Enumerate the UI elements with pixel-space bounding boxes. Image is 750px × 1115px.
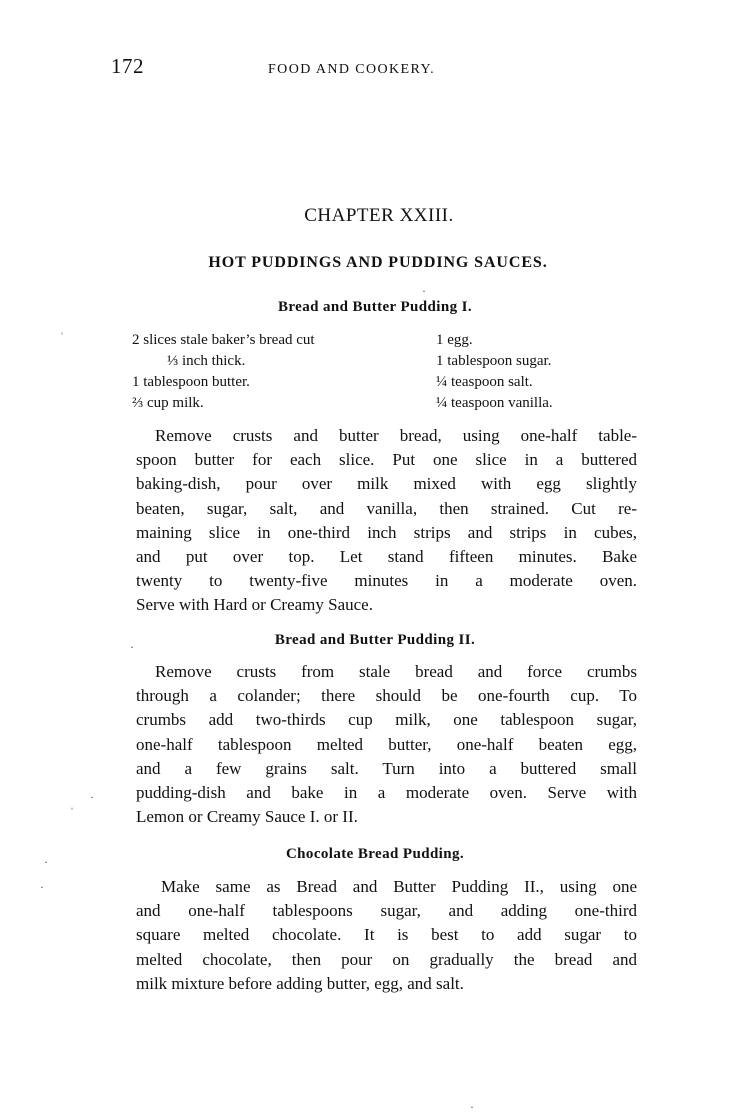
recipe-title-bread-butter-1: Bread and Butter Pudding I. xyxy=(277,299,473,315)
ingredients-right-column xyxy=(436,330,553,414)
chapter-title: CHAPTER XXIII. xyxy=(304,205,454,226)
text-line: through a colander; there should be one-fourth cup. To xyxy=(136,686,637,706)
ingredient-item: ⅓ inch thick. xyxy=(167,353,246,369)
scan-speck: · xyxy=(90,790,94,804)
ingredient-item: ¼ teaspoon vanilla. xyxy=(436,395,553,411)
ingredient-item: 2 slices stale baker’s bread cut xyxy=(132,332,315,348)
text-line: baking-dish, pour over milk mixed with egg slightly xyxy=(136,474,637,494)
text-line: one-half tablespoon melted butter, one-half beaten egg, xyxy=(136,734,637,754)
recipe-title-chocolate-bread: Chocolate Bread Pudding. xyxy=(285,846,465,862)
text-line: maining slice in one-third inch strips and strips in cubes, xyxy=(136,522,637,542)
ingredients-left-column xyxy=(132,330,315,414)
ingredient-item: ⅔ cup milk. xyxy=(132,395,204,411)
text-line: milk mixture before adding butter, egg, and salt. xyxy=(136,973,464,993)
text-line: and a few grains salt. Turn into a buttered small xyxy=(136,758,637,778)
ingredient-item: ¼ teaspoon salt. xyxy=(436,374,533,390)
scan-speck: · xyxy=(422,284,426,298)
ingredient-item: 1 tablespoon butter. xyxy=(132,374,250,390)
scan-speck: · xyxy=(40,880,44,894)
text-line: pudding-dish and bake in a moderate oven. Serve with xyxy=(136,783,637,803)
scan-speck: · xyxy=(470,1100,474,1114)
scan-speck: · xyxy=(130,640,134,654)
text-line: Lemon or Creamy Sauce I. or II. xyxy=(136,807,358,827)
text-line: Make same as Bread and Butter Pudding II., using one xyxy=(161,877,637,896)
text-line: Remove crusts from stale bread and force crumbs xyxy=(155,662,637,681)
page-number: 172 xyxy=(111,54,144,78)
text-line: twenty to twenty-five minutes in a moderate oven. xyxy=(136,571,637,591)
section-title: HOT PUDDINGS AND PUDDING SAUCES. xyxy=(208,254,548,271)
text-line: and put over top. Let stand fifteen minutes. Bake xyxy=(136,547,637,567)
scan-speck: · xyxy=(44,855,48,869)
text-line: Serve with Hard or Creamy Sauce. xyxy=(136,595,373,615)
recipe-directions-bread-butter-2 xyxy=(117,660,637,829)
ingredient-item: 1 egg. xyxy=(436,332,473,348)
text-line: Remove crusts and butter bread, using one-half table- xyxy=(155,426,637,445)
running-head: FOOD AND COOKERY. xyxy=(268,62,436,77)
text-line: crumbs add two-thirds cup milk, one tablespoon sugar, xyxy=(136,710,637,730)
text-line: beaten, sugar, salt, and vanilla, then strained. Cut re- xyxy=(136,498,637,518)
recipe-directions-bread-butter-1 xyxy=(117,424,637,618)
scan-speck: ˈ xyxy=(60,330,64,344)
text-line: square melted chocolate. It is best to add sugar to xyxy=(136,925,637,945)
text-line: and one-half tablespoons sugar, and adding one-third xyxy=(136,901,637,921)
recipe-directions-chocolate-bread xyxy=(117,875,637,996)
ingredient-item: 1 tablespoon sugar. xyxy=(436,353,552,369)
text-line: melted chocolate, then pour on gradually the bread and xyxy=(136,949,637,969)
recipe-title-bread-butter-2: Bread and Butter Pudding II. xyxy=(274,632,476,648)
text-line: spoon butter for each slice. Put one slice in a buttered xyxy=(136,450,637,470)
scan-speck: ˈ xyxy=(70,805,74,819)
